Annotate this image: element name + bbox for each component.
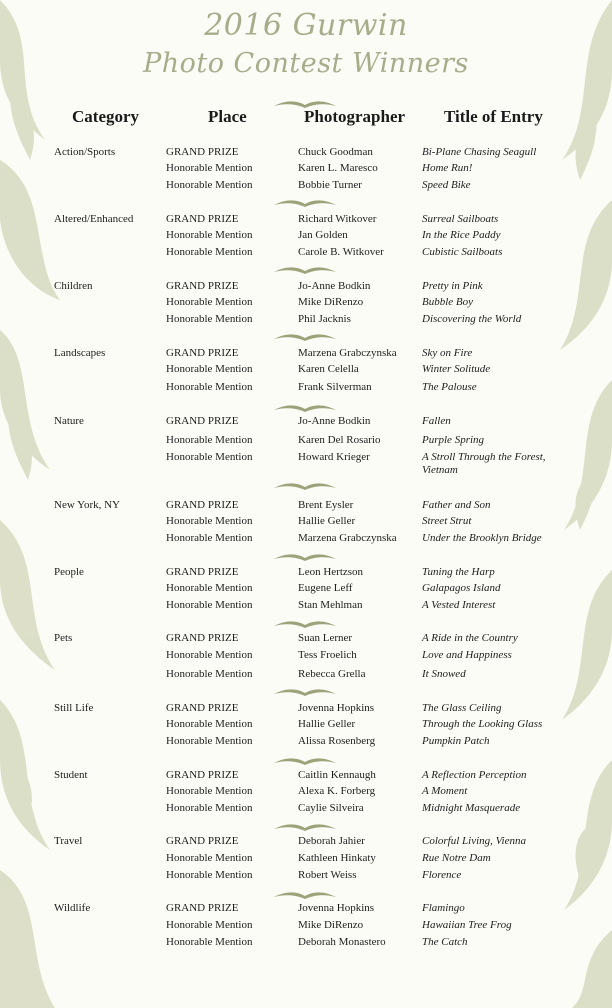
- entry-title: Through the Looking Glass: [422, 718, 543, 730]
- entry-title: Father and Son: [422, 499, 491, 511]
- category-label: Still Life: [54, 702, 94, 714]
- divider-flourish: [272, 482, 338, 492]
- category-label: Pets: [54, 632, 73, 644]
- photographer-name: Chuck Goodman: [298, 146, 373, 158]
- divider-flourish: [272, 757, 338, 767]
- place-label: Honorable Mention: [166, 718, 253, 730]
- divider-flourish: [272, 266, 338, 276]
- entry-title: Hawaiian Tree Frog: [422, 919, 512, 931]
- divider-flourish: [272, 620, 338, 630]
- entry-title: In the Rice Paddy: [422, 229, 501, 241]
- place-label: Honorable Mention: [166, 582, 253, 594]
- place-label: Honorable Mention: [166, 363, 253, 375]
- place-label: Honorable Mention: [166, 802, 253, 814]
- entry-title: Sky on Fire: [422, 347, 473, 359]
- place-label: Honorable Mention: [166, 599, 253, 611]
- place-label: GRAND PRIZE: [166, 566, 239, 578]
- place-label: GRAND PRIZE: [166, 347, 239, 359]
- photographer-name: Bobbie Turner: [298, 179, 362, 191]
- photographer-name: Phil Jacknis: [298, 313, 351, 325]
- entry-title: Purple Spring: [422, 434, 485, 446]
- photographer-name: Deborah Jahier: [298, 835, 365, 847]
- photographer-name: Caitlin Kennaugh: [298, 769, 376, 781]
- entry-title: Street Strut: [422, 515, 472, 527]
- place-label: Honorable Mention: [166, 668, 253, 680]
- place-label: Honorable Mention: [166, 532, 253, 544]
- place-label: GRAND PRIZE: [166, 280, 239, 292]
- photographer-name: Caylie Silveira: [298, 802, 364, 814]
- photographer-name: Leon Hertzson: [298, 566, 364, 578]
- place-label: Honorable Mention: [166, 451, 253, 463]
- divider-flourish: [272, 553, 338, 563]
- divider-flourish: [272, 333, 338, 343]
- photographer-name: Mike DiRenzo: [298, 919, 364, 931]
- entry-title: Pretty in Pink: [422, 280, 483, 292]
- category-label: Children: [54, 280, 93, 292]
- entry-title: Under the Brooklyn Bridge: [422, 532, 542, 544]
- place-label: Honorable Mention: [166, 162, 253, 174]
- place-label: Honorable Mention: [166, 246, 253, 258]
- entry-title: Tuning the Harp: [422, 566, 495, 578]
- divider-flourish: [272, 891, 338, 901]
- entry-title: Galapagos Island: [422, 582, 501, 594]
- photographer-name: Alissa Rosenberg: [298, 735, 376, 747]
- photographer-name: Karen Del Rosario: [298, 434, 381, 446]
- column-header-category: Category: [72, 107, 140, 126]
- entry-title: Cubistic Sailboats: [422, 246, 503, 258]
- place-label: GRAND PRIZE: [166, 632, 239, 644]
- place-label: GRAND PRIZE: [166, 499, 239, 511]
- entry-title: Pumpkin Patch: [422, 735, 490, 747]
- column-header-place: Place: [208, 107, 247, 126]
- place-label: Honorable Mention: [166, 313, 253, 325]
- category-label: New York, NY: [54, 499, 121, 511]
- entry-title: A Reflection Perception: [422, 769, 527, 781]
- entry-title: A Stroll Through the Forest, Vietnam: [422, 451, 546, 476]
- photographer-name: Eugene Leff: [298, 582, 353, 594]
- place-label: Honorable Mention: [166, 919, 253, 931]
- entry-title: A Vested Interest: [422, 599, 496, 611]
- photographer-name: Alexa K. Forberg: [298, 785, 376, 797]
- entry-title: Winter Solitude: [422, 363, 491, 375]
- entry-title: The Glass Ceiling: [422, 702, 502, 714]
- photographer-name: Suan Lerner: [298, 632, 353, 644]
- photographer-name: Marzena Grabczynska: [298, 347, 397, 359]
- photographer-name: Frank Silverman: [298, 381, 372, 393]
- entry-title: Fallen: [422, 415, 451, 427]
- place-label: Honorable Mention: [166, 296, 253, 308]
- photographer-name: Jovenna Hopkins: [298, 702, 375, 714]
- place-label: Honorable Mention: [166, 869, 253, 881]
- place-label: Honorable Mention: [166, 852, 253, 864]
- place-label: Honorable Mention: [166, 229, 253, 241]
- divider-flourish: [272, 199, 338, 209]
- entry-title: Bubble Boy: [422, 296, 474, 308]
- place-label: Honorable Mention: [166, 785, 253, 797]
- photographer-name: Karen L. Maresco: [298, 162, 378, 174]
- category-label: People: [54, 566, 84, 578]
- category-label: Altered/Enhanced: [54, 213, 134, 225]
- right-floral-border: [552, 0, 612, 1008]
- photographer-name: Marzena Grabczynska: [298, 532, 397, 544]
- place-label: Honorable Mention: [166, 936, 253, 948]
- entry-title: It Snowed: [422, 668, 466, 680]
- photographer-name: Jo-Anne Bodkin: [298, 415, 371, 427]
- photographer-name: Jo-Anne Bodkin: [298, 280, 371, 292]
- page-title: 2016 Gurwin: [204, 8, 408, 43]
- photographer-name: Kathleen Hinkaty: [298, 852, 376, 864]
- divider-flourish: [272, 404, 338, 414]
- photographer-name: Richard Witkover: [298, 213, 377, 225]
- category-label: Nature: [54, 415, 84, 427]
- photographer-name: Jan Golden: [298, 229, 348, 241]
- entry-title: Love and Happiness: [422, 649, 512, 661]
- divider-flourish: [272, 100, 338, 110]
- place-label: GRAND PRIZE: [166, 415, 239, 427]
- category-label: Travel: [54, 835, 83, 847]
- photographer-name: Deborah Monastero: [298, 936, 386, 948]
- column-header-photographer: Photographer: [304, 107, 406, 126]
- entry-title: Florence: [422, 869, 462, 881]
- entry-title: Discovering the World: [422, 313, 522, 325]
- entry-title: A Ride in the Country: [422, 632, 518, 644]
- divider-flourish: [272, 688, 338, 698]
- place-label: GRAND PRIZE: [166, 769, 239, 781]
- place-label: Honorable Mention: [166, 735, 253, 747]
- photographer-name: Robert Weiss: [298, 869, 357, 881]
- photographer-name: Hallie Geller: [298, 718, 356, 730]
- page-subtitle: Photo Contest Winners: [143, 48, 469, 79]
- photographer-name: Stan Mehlman: [298, 599, 363, 611]
- place-label: Honorable Mention: [166, 381, 253, 393]
- place-label: Honorable Mention: [166, 179, 253, 191]
- entry-title: Surreal Sailboats: [422, 213, 499, 225]
- category-label: Landscapes: [54, 347, 106, 359]
- entry-title: Midnight Masquerade: [422, 802, 521, 814]
- place-label: GRAND PRIZE: [166, 702, 239, 714]
- entry-title: Rue Notre Dam: [422, 852, 491, 864]
- entry-title: A Moment: [422, 785, 468, 797]
- category-label: Wildlife: [54, 902, 91, 914]
- place-label: Honorable Mention: [166, 515, 253, 527]
- entry-title: Speed Bike: [422, 179, 471, 191]
- place-label: Honorable Mention: [166, 434, 253, 446]
- place-label: GRAND PRIZE: [166, 146, 239, 158]
- entry-title: Bi-Plane Chasing Seagull: [422, 146, 537, 158]
- place-label: GRAND PRIZE: [166, 902, 239, 914]
- photographer-name: Karen Celella: [298, 363, 359, 375]
- photographer-name: Jovenna Hopkins: [298, 902, 375, 914]
- entry-title: Flamingo: [422, 902, 465, 914]
- photographer-name: Howard Krieger: [298, 451, 370, 463]
- photographer-name: Tess Froelich: [298, 649, 357, 661]
- entry-title: The Palouse: [422, 381, 477, 393]
- photographer-name: Mike DiRenzo: [298, 296, 364, 308]
- column-header-title: Title of Entry: [444, 107, 543, 126]
- category-label: Student: [54, 769, 88, 781]
- entry-title: Home Run!: [422, 162, 473, 174]
- category-label: Action/Sports: [54, 146, 116, 158]
- entry-title: The Catch: [422, 936, 468, 948]
- photographer-name: Carole B. Witkover: [298, 246, 384, 258]
- entry-title: Colorful Living, Vienna: [422, 835, 526, 847]
- photographer-name: Hallie Geller: [298, 515, 356, 527]
- place-label: Honorable Mention: [166, 649, 253, 661]
- place-label: GRAND PRIZE: [166, 835, 239, 847]
- photographer-name: Brent Eysler: [298, 499, 354, 511]
- divider-flourish: [272, 823, 338, 833]
- place-label: GRAND PRIZE: [166, 213, 239, 225]
- photographer-name: Rebecca Grella: [298, 668, 366, 680]
